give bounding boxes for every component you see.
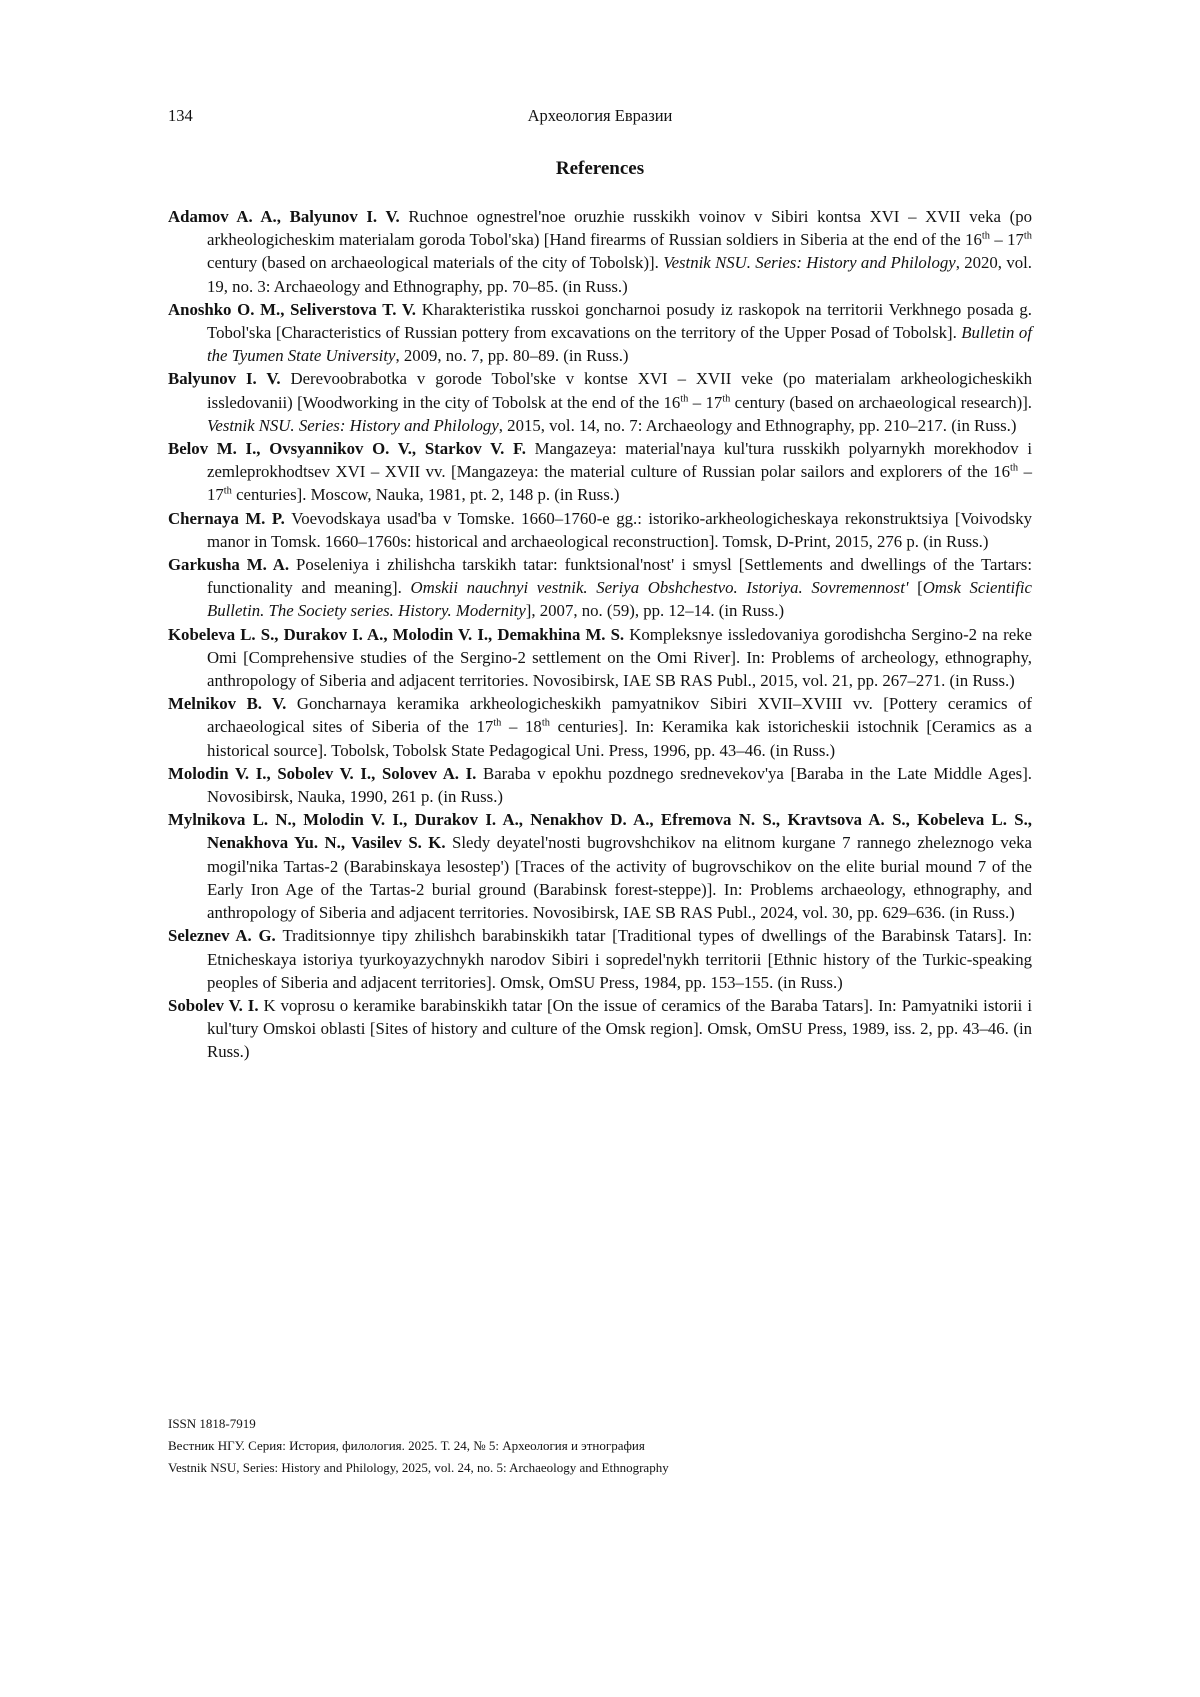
reference-text: Poseleniya i zhilishcha tarskikh tatar: funktsional'nost' i smysl [Settlements and dwellings of the Tartars: functionality and meaning]. <box>207 555 1032 598</box>
reference-text: th <box>1009 462 1019 474</box>
reference-item <box>168 205 1032 298</box>
reference-item <box>168 507 1032 553</box>
reference-authors: Anoshko O. M., Seliverstova T. V. <box>168 299 422 319</box>
footer-journal-en: Vestnik NSU, Series: History and Philology, 2025, vol. 24, no. 5: Archaeology and Ethnography <box>168 1460 669 1475</box>
reference-authors: Melnikov B. V. <box>168 694 297 714</box>
reference-text: – 18 <box>501 717 542 737</box>
reference-item <box>168 623 1032 693</box>
page-header <box>168 106 1032 130</box>
reference-text: Kompleksnye issledovaniya gorodishcha Sergino-2 na reke Omi [Comprehensive studies of the Sergino-2 settlement on the Omi River]. In: Problems of archeology, ethnography, anthropology of Siberia and adjacent territories. Novosibirsk, IAE SB RAS Publ., 2015, vol. 21, pp. 267–271. (in Russ.) <box>207 624 1032 691</box>
running-head: Археология Евразии <box>527 106 673 125</box>
reference-item <box>168 692 1032 762</box>
footer-issn: ISSN 1818-7919 <box>168 1416 256 1431</box>
reference-text: th <box>722 393 731 405</box>
reference-item <box>168 553 1032 623</box>
reference-text: [ <box>908 578 923 598</box>
reference-item <box>168 367 1032 437</box>
reference-text: Ruchnoe ognestrel'noe oruzhie russkikh voinov v Sibiri kontsa XVI – XVII veka (po arkheologicheskim materialam goroda Tobol'ska) [Hand firearms of Russian soldiers in Siberia at the end of the 16 <box>207 207 1032 250</box>
reference-text: – 17 <box>990 230 1024 250</box>
reference-text: , 2020, vol. 19, no. 3: Archaeology and Ethnography, pp. 70–85. (in Russ.) <box>207 253 1032 296</box>
reference-text: centuries]. Moscow, Nauka, 1981, pt. 2, 148 p. (in Russ.) <box>231 485 620 505</box>
reference-text: Mangazeya: material'naya kul'tura russkikh polyarnykh morekhodov i zemleprokhodtsev XVI – XVII vv. [Mangazeya: the material culture of Russian polar sailors and explorers of the 16 <box>207 439 1032 482</box>
references-list <box>168 205 1032 1064</box>
reference-text: th <box>680 393 689 405</box>
reference-text: Vestnik NSU. Series: History and Philology <box>207 415 499 435</box>
reference-text: Sledy deyatel'nosti bugrovshchikov na elitnom kurgane 7 rannego zheleznogo veka mogil'nika Tartas-2 (Barabinskaya lesostep') [Traces of the activity of bugrovschikov on the elite burial mound 7 of the Early Iron Age of the Tartas-2 burial ground (Barabinsk forest-steppe)]. In: Problems archaeology, ethnography, and anthropology of Siberia and adjacent territories. Novosibirsk, IAE SB RAS Publ., 2024, vol. 30, pp. 629–636. (in Russ.) <box>207 833 1032 923</box>
reference-text: century (based on archaeological research)]. <box>730 392 1032 412</box>
reference-authors: Adamov A. A., Balyunov I. V. <box>168 207 409 226</box>
reference-text: Baraba v epokhu pozdnego srednevekov'ya [Baraba in the Late Middle Ages]. Novosibirsk, Nauka, 1990, 261 p. (in Russ.) <box>207 763 1032 807</box>
reference-authors: Mylnikova L. N., Molodin V. I., Durakov I. A., Nenakhov D. A., Efremova N. S., Kravtsova A. S., Kobeleva L. S., Nenakhova Yu. N., Vasilev S. K. <box>168 810 1032 853</box>
reference-text: Omskii nauchnyi vestnik. Seriya Obshchestvo. Istoriya. Sovremennost' <box>410 578 909 598</box>
reference-item <box>168 994 1032 1064</box>
reference-item <box>168 437 1032 507</box>
reference-authors: Seleznev A. G. <box>168 926 283 946</box>
reference-text: , 2009, no. 7, pp. 80–89. (in Russ.) <box>395 346 629 366</box>
reference-text: th <box>541 717 550 729</box>
footer-journal-ru: Вестник НГУ. Серия: История, филология. 2025. Т. 24, № 5: Археология и этнография <box>168 1438 645 1453</box>
reference-authors: Kobeleva L. S., Durakov I. A., Molodin V. I., Demakhina M. S. <box>168 624 630 644</box>
reference-item <box>168 924 1032 994</box>
reference-text: th <box>1023 230 1033 242</box>
reference-text: th <box>223 485 232 497</box>
reference-text: Omsk Scientific Bulletin. The Society series. History. Modernity <box>207 578 1032 621</box>
reference-text: Derevoobrabotka v gorode Tobol'ske v kontse XVI – XVII veke (po materialam arkheologicheskikh issledovanii) [Woodworking in the city of Tobolsk at the end of the 16 <box>207 369 1033 412</box>
reference-text: Vestnik NSU. Series: History and Philology <box>663 253 956 273</box>
reference-authors: Balyunov I. V. <box>168 369 291 389</box>
reference-text: th <box>493 717 502 729</box>
reference-authors: Belov M. I., Ovsyannikov O. V., Starkov V. F. <box>168 439 535 459</box>
reference-text: th <box>981 230 991 242</box>
reference-authors: Sobolev V. I. <box>168 995 264 1015</box>
reference-text: – 17 <box>688 392 723 412</box>
page-content <box>168 106 1032 1064</box>
reference-text: K voprosu o keramike barabinskikh tatar [On the issue of ceramics of the Baraba Tatars]. In: Pamyatniki istorii i kul'tury Omskoi oblasti [Sites of history and culture of the Omsk region]. Omsk, OmSU Press, 1989, iss. 2, pp. 43–46. (in Russ.) <box>207 995 1032 1062</box>
reference-text: – 17 <box>207 462 1032 505</box>
reference-text: ], 2007, no. (59), pp. 12–14. (in Russ.) <box>525 601 785 621</box>
reference-text: Traditsionnye tipy zhilishch barabinskikh tatar [Traditional types of dwellings of the Barabinsk Tatars]. In: Etnicheskaya istoriya tyurkoyazychnykh narodov Sibiri i sopredel'nykh territorii [Ethnic history of the Turkic-speaking peoples of Siberia and adjacent territories]. Omsk, OmSU Press, 1984, pp. 153–155. (in Russ.) <box>207 926 1032 992</box>
page-number: 134 <box>168 106 193 125</box>
reference-text: Bulletin of the Tyumen State University <box>207 323 1032 366</box>
reference-item <box>168 762 1032 808</box>
reference-text: century (based on archaeological materials of the city of Tobolsk)]. <box>207 253 664 273</box>
reference-text: Goncharnaya keramika arkheologicheskikh pamyatnikov Sibiri XVII–XVIII vv. [Pottery ceramics of archaeological sites of Siberia of the 17 <box>207 694 1032 737</box>
reference-text: centuries]. In: Keramika kak istoricheskii istochnik [Ceramics as a historical source]. Tobolsk, Tobolsk State Pedagogical Uni. Press, 1996, pp. 43–46. (in Russ.) <box>207 717 1033 760</box>
reference-authors: Chernaya M. P. <box>168 508 292 528</box>
reference-item <box>168 808 1032 924</box>
reference-text: , 2015, vol. 14, no. 7: Archaeology and Ethnography, pp. 210–217. (in Russ.) <box>498 415 1017 435</box>
reference-text: Voevodskaya usad'ba v Tomske. 1660–1760-e gg.: istoriko-arkheologicheskaya rekonstruktsiya [Voivodsky manor in Tomsk. 1660–1760s: historical and archaeological reconstruction]. Tomsk, D-Print, 2015, 276 p. (in Russ.) <box>207 508 1032 551</box>
page-footer <box>168 1413 1032 1479</box>
reference-authors: Molodin V. I., Sobolev V. I., Solovev A. I. <box>168 763 484 783</box>
reference-item <box>168 298 1032 368</box>
reference-text: Kharakteristika russkoi goncharnoi posudy iz raskopok na territorii Verkhnego posada g. Tobol'ska [Characteristics of Russian pottery from excavations on the territory of the Upper Posad of Tobolsk]. <box>207 299 1032 343</box>
section-title: References <box>555 158 645 179</box>
reference-authors: Garkusha M. A. <box>168 555 297 575</box>
